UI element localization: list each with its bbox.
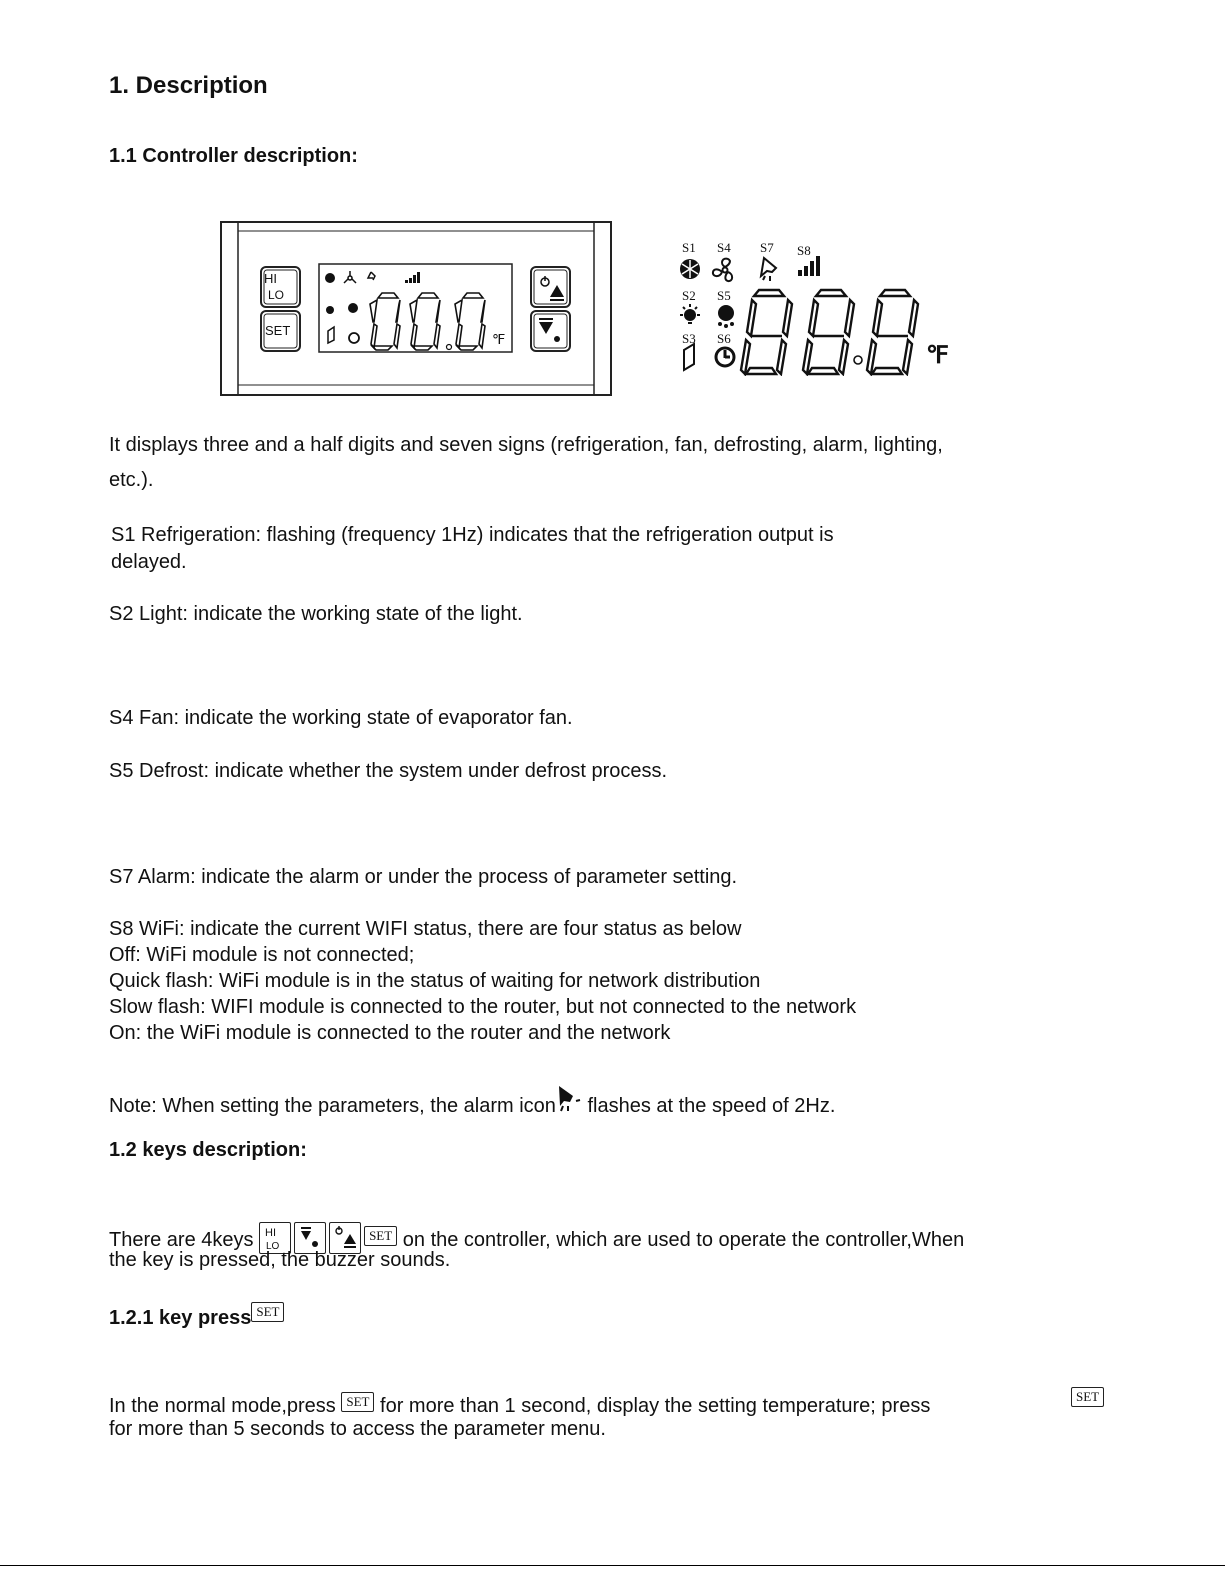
normal-mode-text-1: In the normal mode,press [109, 1395, 342, 1417]
legend-s8-label: S8 [797, 243, 811, 258]
intro-line-2: etc.). [109, 469, 154, 491]
keys-desc-text-after: on the controller, which are used to operate the controller,When [397, 1229, 965, 1251]
sign-s1-line-1: S1 Refrigeration: flashing (frequency 1Hz) indicates that the refrigeration output is [111, 524, 834, 546]
sign-s4: S4 Fan: indicate the working state of evaporator fan. [109, 707, 573, 729]
legend-s1-label: S1 [682, 240, 696, 255]
sign-s8-line-4: Slow flash: WIFI module is connected to the router, but not connected to the network [109, 996, 857, 1018]
page-heading: 1. Description [109, 72, 268, 99]
fan-icon [713, 259, 732, 281]
digit-display [741, 290, 918, 374]
panel-set-key-label: SET [265, 323, 291, 338]
normal-mode-text-2: for more than 1 second, display the setting temperature; press [374, 1395, 931, 1417]
panel-hilo-key-lo: LO [268, 288, 285, 302]
note-paragraph [109, 1084, 835, 1118]
intro-line-1: It displays three and a half digits and seven signs (refrigeration, fan, defrosting, alarm, lighting, [109, 434, 943, 456]
set-key-icon: SET [341, 1392, 374, 1412]
sign-s1-line-2: delayed. [111, 551, 187, 573]
legend-unit-label: ℉ [926, 342, 949, 369]
sign-legend-illustration [670, 236, 955, 381]
sign-s8-line-3: Quick flash: WiFi module is in the status of waiting for network distribution [109, 970, 761, 992]
wifi-signal-icon [798, 256, 820, 276]
section-heading-key-press [109, 1302, 284, 1330]
sign-s8-line-1: S8 WiFi: indicate the current WIFI status, there are four status as below [109, 918, 742, 940]
clock-icon [716, 348, 734, 366]
keys-desc-text-before: There are 4keys [109, 1229, 260, 1251]
alarm-icon [761, 258, 776, 281]
note-text-after: flashes at the speed of 2Hz. [581, 1095, 836, 1117]
note-text-before: Note: When setting the parameters, the alarm icon [109, 1095, 556, 1117]
alarm-icon [556, 1084, 582, 1114]
sign-s8-line-5: On: the WiFi module is connected to the router and the network [109, 1022, 671, 1044]
set-key-icon: SET [251, 1302, 284, 1322]
key-press-heading-text: 1.2.1 key press [109, 1307, 252, 1329]
section-heading-keys: 1.2 keys description: [109, 1139, 307, 1161]
legend-s7-label: S7 [760, 240, 774, 255]
hilo-key-hi-text: HI [265, 1227, 277, 1239]
legend-s6-label: S6 [717, 331, 731, 346]
legend-s4-label: S4 [717, 240, 731, 255]
normal-mode-line-1 [109, 1392, 1109, 1418]
controller-panel-illustration [220, 221, 612, 396]
set-key-icon: SET [1071, 1387, 1104, 1407]
normal-mode-line-2: for more than 5 seconds to access the parameter menu. [109, 1418, 606, 1440]
set-key-icon: SET [364, 1226, 397, 1246]
defrost-icon [718, 305, 734, 328]
section-heading-controller: 1.1 Controller description: [109, 145, 358, 167]
legend-s5-label: S5 [717, 288, 731, 303]
light-icon [680, 304, 700, 323]
door-icon [684, 344, 694, 370]
sign-s7: S7 Alarm: indicate the alarm or under the process of parameter setting. [109, 866, 738, 888]
sign-s5: S5 Defrost: indicate whether the system under defrost process. [109, 760, 668, 782]
legend-s3-label: S3 [682, 331, 696, 346]
hilo-key-lo-text: LO [266, 1241, 280, 1252]
sign-s2: S2 Light: indicate the working state of the light. [109, 603, 523, 625]
panel-hilo-key-hi: HI [264, 271, 277, 286]
legend-s2-label: S2 [682, 288, 696, 303]
snowflake-icon [680, 259, 700, 279]
sign-s8-line-2: Off: WiFi module is not connected; [109, 944, 415, 966]
keys-desc-line-2: the key is pressed, the buzzer sounds. [109, 1249, 451, 1271]
panel-unit-label: ℉ [492, 331, 506, 347]
page-bottom-rule [0, 1565, 1225, 1566]
